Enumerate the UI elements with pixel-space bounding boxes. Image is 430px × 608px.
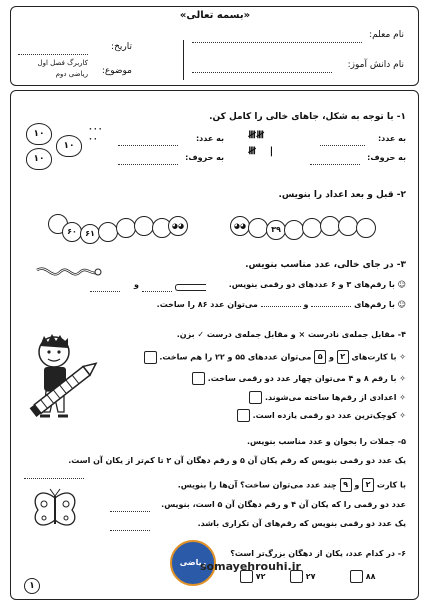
q1-number-field-left[interactable]	[118, 145, 178, 146]
tally-marks	[248, 128, 306, 160]
q4-s2	[106, 372, 406, 385]
worm-bead	[134, 216, 154, 236]
q5-s3	[106, 500, 406, 509]
q4-s1	[106, 350, 406, 364]
q4-s3-checkbox[interactable]	[249, 391, 262, 404]
number-card: ۲	[362, 478, 374, 492]
q5-s1	[26, 456, 406, 465]
basmala: «بسمه تعالی»	[179, 10, 251, 21]
q5-title: ۵- جملات را بخوان و عدد مناسب بنویس.	[246, 437, 406, 446]
money-bag-icon: ۱۰	[56, 135, 82, 157]
tally-single: |	[269, 146, 274, 157]
q5-s3-field[interactable]	[110, 511, 150, 512]
q6-option-label: ۲۷	[305, 572, 316, 581]
worm-bead: ۶۰	[62, 222, 82, 242]
number-card: ۹	[340, 478, 352, 492]
coin-icon: ۰	[88, 134, 93, 143]
tally-group: 𝍸	[256, 130, 265, 141]
worm-bead	[356, 218, 376, 238]
q1-letters-field[interactable]	[310, 164, 360, 165]
coin-icon: ۰	[92, 134, 98, 143]
bullet-icon: ✧	[399, 393, 406, 402]
q6-option-label: ۸۸	[365, 572, 376, 581]
q6-checkbox[interactable]	[350, 570, 363, 583]
q3-line2	[116, 300, 406, 309]
teacher-field[interactable]	[192, 42, 362, 43]
q5-s2-b: چند عدد می‌توان ساخت؟ آن‌ها را بنویس.	[177, 480, 337, 490]
bullet-icon: ✧	[399, 411, 406, 420]
q4-s1-and: و	[328, 352, 334, 362]
q4-s4	[106, 409, 406, 422]
q5-s3-text: عدد دو رقمی را که یکان آن ۴ و رقم دهگان آن ۵ است، بنویس.	[161, 500, 406, 509]
q3-line2-c: می‌توان عدد ۸۶ را ساخت.	[156, 300, 258, 309]
q5-s4	[106, 519, 406, 528]
coin-icon: ۰	[97, 124, 103, 133]
q3-line1-and: و	[134, 280, 139, 289]
butterfly-icon	[30, 488, 80, 534]
q3-line1-text: با رقم‌های ۳ و ۶ عددهای دو رقمی بنویس.	[228, 280, 395, 289]
worm-bead: ۳۹	[266, 220, 286, 240]
worm-left	[48, 212, 188, 252]
q3-title: ۳- در جای خالی، عدد مناسب بنویس.	[245, 260, 406, 270]
worm-bead	[248, 218, 268, 238]
header-divider	[183, 40, 184, 80]
q5-s4-field[interactable]	[110, 530, 150, 531]
site-logo-text: ریاضی	[179, 558, 207, 567]
date-label: تاریخ:	[111, 42, 132, 52]
number-card: ۲	[337, 350, 349, 364]
q4-s1-checkbox[interactable]	[144, 351, 157, 364]
arrow-icon	[175, 284, 206, 291]
q4-s3	[106, 391, 406, 404]
q4-s3-text: اعدادی از رقم‌ها ساخته می‌شوند.	[264, 393, 397, 402]
date-field[interactable]	[18, 54, 88, 55]
q4-s4-text: کوچک‌ترین عدد دو رقمی یازده است.	[252, 411, 397, 420]
q4-s1-a: با کارت‌های	[351, 352, 397, 362]
q1-number-label-left: به عدد:	[195, 134, 224, 143]
q5-s1-text: یک عدد دو رقمی بنویس که رقم یکان آن ۵ و رقم دهگان آن ۲ تا کم‌تر از یکان آن است.	[68, 456, 406, 465]
coin-icons	[88, 124, 114, 144]
worm-bead	[116, 218, 136, 238]
smiley-icon: ☺	[397, 280, 406, 289]
student-field[interactable]	[192, 72, 332, 73]
q5-s2-a: با کارت	[376, 480, 406, 490]
subject-value-1: کاربرگ فصل اول	[37, 59, 88, 67]
coin-icon: ۰	[92, 124, 98, 133]
q3-line1	[186, 280, 406, 289]
page-number: ۱	[24, 578, 40, 594]
coin-icon: ۰	[88, 124, 93, 133]
q3-blank-3[interactable]	[311, 306, 351, 307]
q1-letters-label: به حروف:	[367, 153, 406, 162]
worm-head-icon: ◕◕	[168, 216, 188, 236]
money-bag-icon: ۱۰	[26, 123, 52, 145]
q2-title: ۲- قبل و بعد اعداد را بنویس.	[278, 190, 406, 200]
q4-title: ۴- مقابل جمله‌ی نادرست × و مقابل جمله‌ی درست ✓ بزن.	[176, 330, 406, 339]
q3-line2-b: و	[303, 300, 309, 309]
q4-s2-text: با رقم ۸ و ۴ می‌توان چهار عدد دو رقمی ساخت.	[207, 374, 397, 383]
boy-with-pencil-icon	[20, 332, 110, 424]
worm-bead	[320, 216, 340, 236]
worm-bead	[338, 216, 358, 236]
q1-letters-label-left: به حروف:	[185, 153, 224, 162]
number-card: ۵	[314, 350, 326, 364]
q3-blank-4[interactable]	[261, 306, 301, 307]
bullet-icon: ✧	[399, 374, 406, 383]
smiley-icon: ☺	[397, 300, 406, 309]
q5-s2-and: و	[354, 480, 360, 490]
q3-line2-a: با رقم‌های	[354, 300, 395, 309]
q4-s4-checkbox[interactable]	[237, 409, 250, 422]
tally-group: 𝍸	[248, 130, 257, 141]
q3-blank-2[interactable]	[142, 291, 172, 292]
worm-right	[230, 212, 390, 252]
q1-number-label: به عدد:	[377, 134, 406, 143]
teacher-label: نام معلم:	[369, 30, 404, 40]
subject-value-2: ریاضی دوم	[55, 70, 88, 78]
worm-bead	[284, 220, 304, 240]
worm-bead	[302, 218, 322, 238]
q5-s1-field[interactable]	[24, 478, 84, 479]
q4-s1-b: می‌توان عددهای ۵۵ و ۲۲ را هم ساخت.	[159, 352, 312, 362]
q1-title: ۱- با توجه به شکل، جاهای خالی را کامل کن.	[209, 112, 406, 122]
money-bag-icon: ۱۰	[26, 148, 52, 170]
worm-bead	[98, 222, 118, 242]
worm-head-icon: ◕◕	[230, 216, 250, 236]
worm-bead: ۶۱	[80, 224, 100, 244]
bullet-icon: ✧	[399, 352, 406, 362]
site-url[interactable]: somayehrouhi.ir	[200, 560, 301, 573]
q1-number-field[interactable]	[320, 145, 365, 146]
q4-s2-checkbox[interactable]	[192, 372, 205, 385]
q6-option-1[interactable]	[350, 570, 390, 583]
q5-s4-text: یک عدد دو رقمی بنویس که رقم‌های آن تکراری باشد.	[197, 519, 406, 528]
student-label: نام دانش آموز:	[347, 60, 404, 70]
q5-s2	[106, 478, 406, 492]
tally-group: 𝍸	[248, 146, 257, 157]
snake-icon	[32, 262, 102, 302]
q6-option-label: ۷۲	[255, 572, 266, 581]
subject-label: موضوع:	[101, 66, 132, 76]
q1-letters-field-left[interactable]	[118, 164, 178, 165]
q6-title: ۶- در کدام عدد، یکان از دهگان بزرگ‌تر است؟	[230, 549, 406, 558]
